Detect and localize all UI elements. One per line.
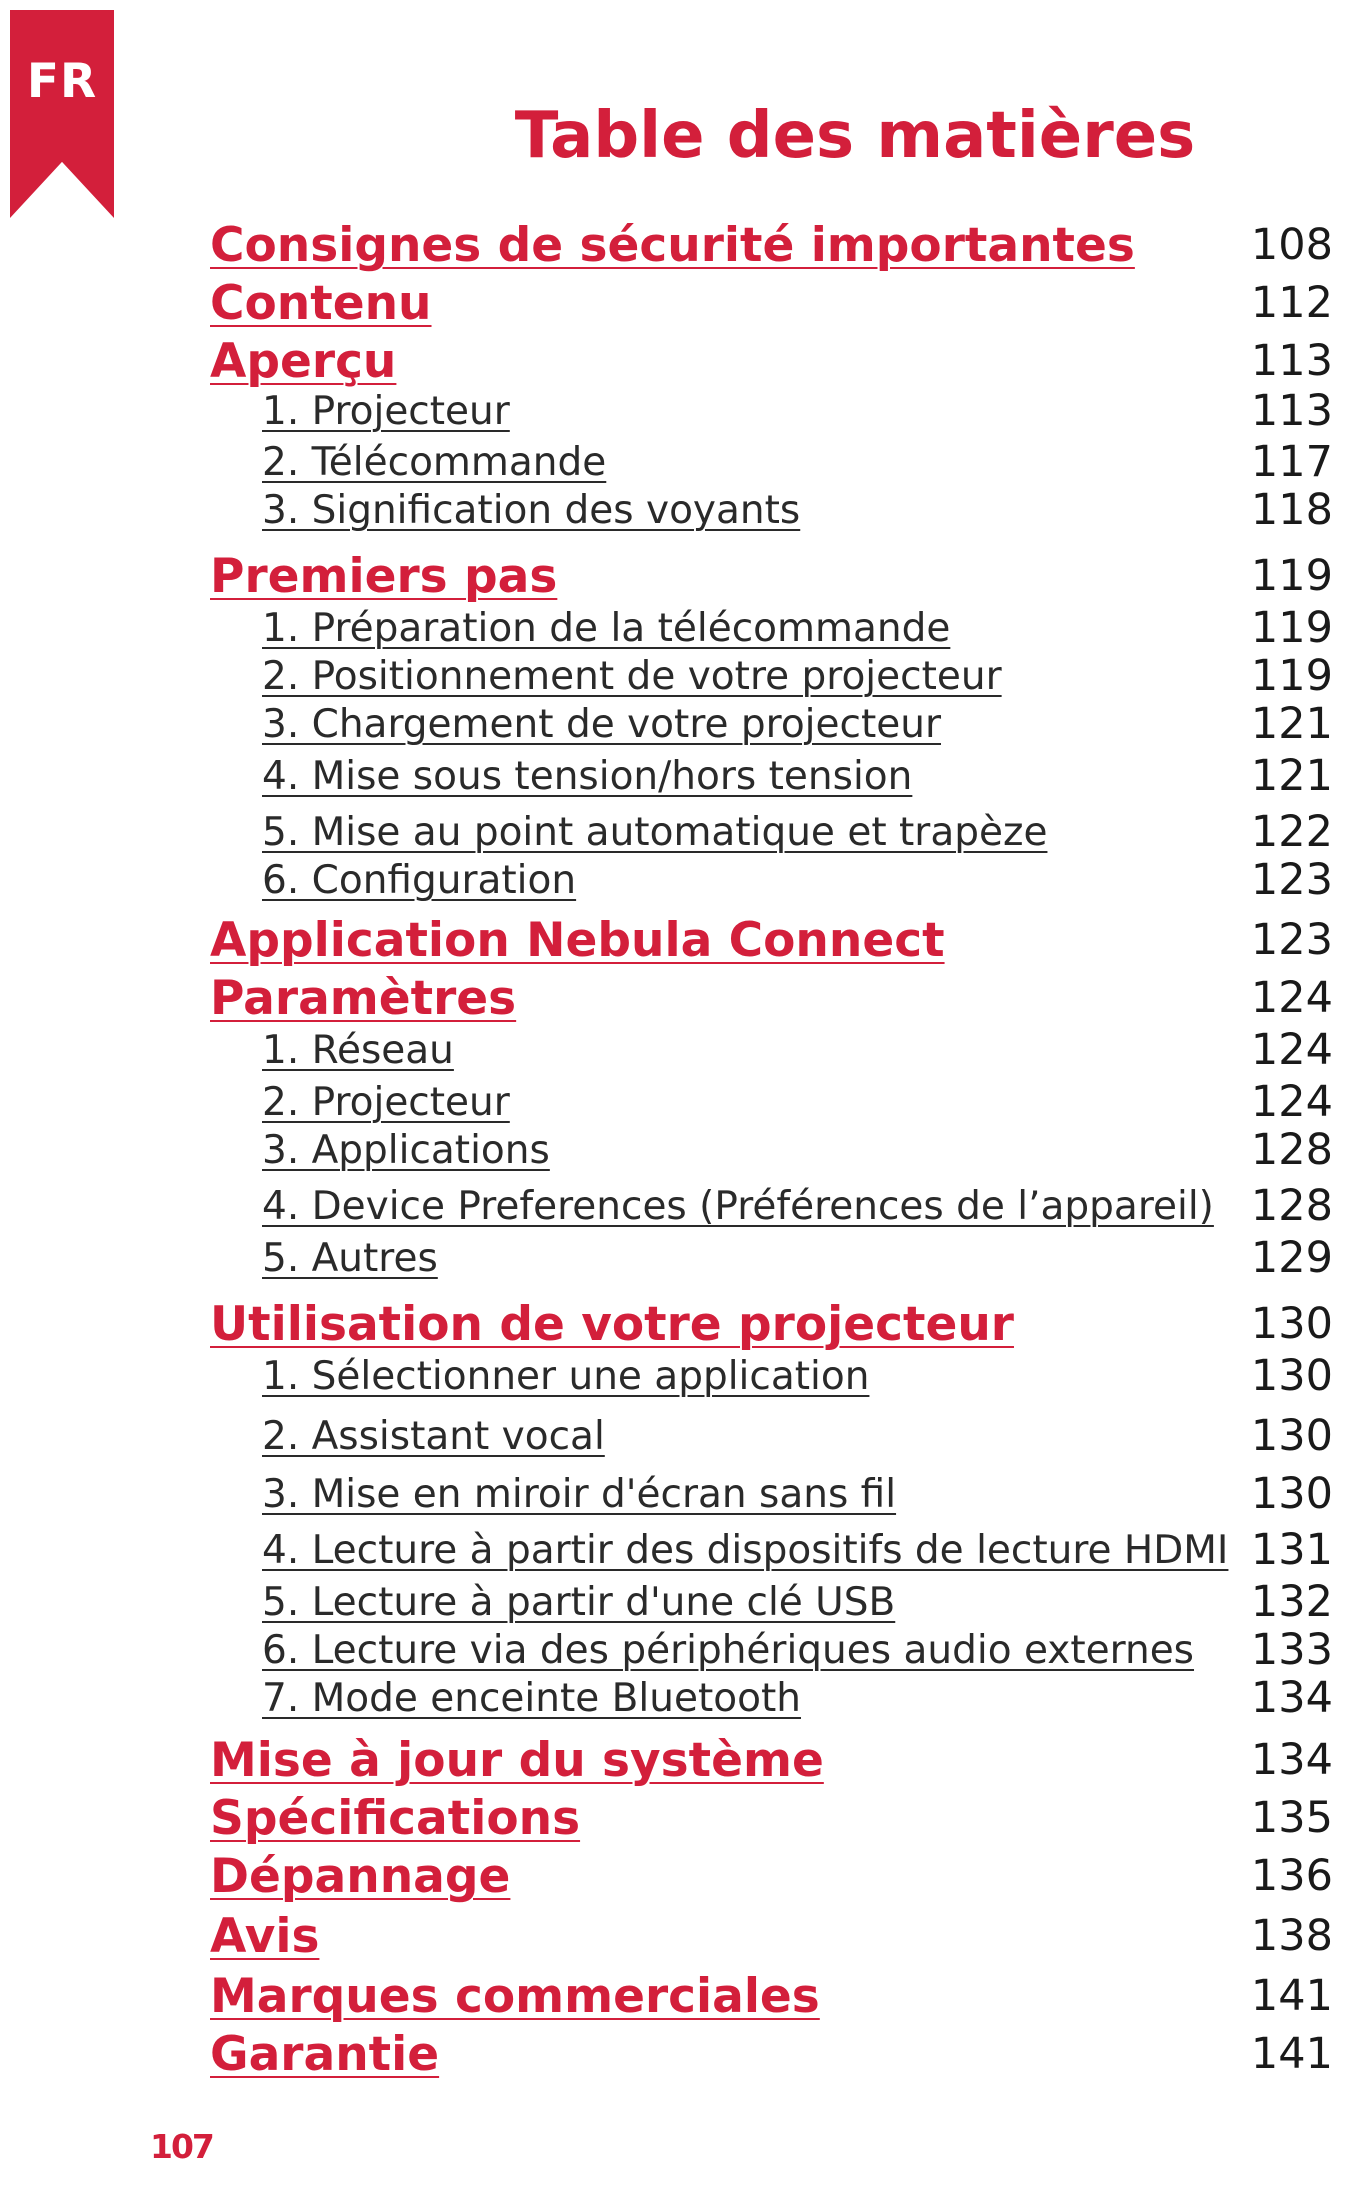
toc-subsection-entry[interactable] (0, 751, 1351, 811)
toc-entry-page-number: 129 (1250, 1233, 1333, 1283)
toc-subsection-entry[interactable] (0, 1351, 1351, 1411)
language-ribbon (10, 10, 114, 218)
toc-section-entry[interactable] (0, 1909, 1351, 1967)
toc-entry-page-number: 119 (1250, 603, 1333, 653)
toc-entry-page-number: 128 (1250, 1181, 1333, 1231)
toc-subsection-entry[interactable] (0, 386, 1351, 446)
toc-entry-label[interactable]: 3. Signification des voyants (262, 488, 801, 533)
toc-entry-label[interactable]: Premiers pas (210, 549, 558, 604)
toc-subsection-entry[interactable] (0, 1125, 1351, 1185)
toc-section-entry[interactable] (0, 1969, 1351, 2027)
toc-entry-page-number: 130 (1250, 1351, 1333, 1401)
toc-entry-label[interactable]: 2. Projecteur (262, 1080, 510, 1125)
toc-entry-label[interactable]: Dépannage (210, 1849, 511, 1904)
toc-section-entry[interactable] (0, 276, 1351, 334)
toc-section-entry[interactable] (0, 1733, 1351, 1791)
toc-section-entry[interactable] (0, 334, 1351, 392)
toc-entry-label[interactable]: Paramètres (210, 971, 517, 1026)
toc-entry-page-number: 121 (1250, 699, 1333, 749)
toc-entry-page-number: 122 (1250, 807, 1333, 857)
toc-entry-page-number: 134 (1250, 1735, 1333, 1785)
toc-entry-label[interactable]: 6. Configuration (262, 858, 577, 903)
toc-entry-page-number: 113 (1250, 336, 1333, 386)
toc-subsection-entry[interactable] (0, 1525, 1351, 1585)
toc-entry-label[interactable]: Utilisation de votre projecteur (210, 1297, 1014, 1352)
toc-subsection-entry[interactable] (0, 855, 1351, 915)
toc-entry-page-number: 131 (1250, 1525, 1333, 1575)
toc-entry-page-number: 108 (1250, 220, 1333, 270)
toc-entry-label[interactable]: 3. Mise en miroir d'écran sans fil (262, 1472, 897, 1517)
toc-entry-label[interactable]: Contenu (210, 276, 432, 331)
toc-entry-label[interactable]: Marques commerciales (210, 1969, 820, 2024)
page-title: Table des matières (514, 99, 1196, 173)
toc-entry-label[interactable]: Application Nebula Connect (210, 913, 945, 968)
toc-entry-label[interactable]: 5. Mise au point automatique et trapèze (262, 810, 1048, 855)
toc-entry-label[interactable]: 4. Device Preferences (Préférences de l’appareil) (262, 1184, 1214, 1229)
toc-entry-page-number: 124 (1250, 973, 1333, 1023)
toc-subsection-entry[interactable] (0, 1077, 1351, 1137)
toc-section-entry[interactable] (0, 1297, 1351, 1355)
toc-entry-page-number: 119 (1250, 551, 1333, 601)
toc-subsection-entry[interactable] (0, 699, 1351, 759)
toc-entry-page-number: 128 (1250, 1125, 1333, 1175)
toc-entry-page-number: 134 (1250, 1673, 1333, 1723)
toc-entry-label[interactable]: Consignes de sécurité importantes (210, 218, 1135, 273)
toc-entry-label[interactable]: 3. Chargement de votre projecteur (262, 702, 941, 747)
toc-entry-label[interactable]: 5. Lecture à partir d'une clé USB (262, 1580, 896, 1625)
toc-section-entry[interactable] (0, 549, 1351, 607)
toc-entry-label[interactable]: 4. Mise sous tension/hors tension (262, 754, 913, 799)
toc-entry-label[interactable]: 1. Préparation de la télécommande (262, 606, 951, 651)
toc-entry-label[interactable]: 2. Télécommande (262, 440, 607, 485)
toc-subsection-entry[interactable] (0, 1469, 1351, 1529)
toc-entry-page-number: 123 (1250, 855, 1333, 905)
toc-subsection-entry[interactable] (0, 807, 1351, 867)
toc-entry-page-number: 124 (1250, 1025, 1333, 1075)
toc-entry-page-number: 132 (1250, 1577, 1333, 1627)
toc-entry-label[interactable]: Spécifications (210, 1791, 581, 1846)
toc-entry-page-number: 136 (1250, 1851, 1333, 1901)
toc-entry-page-number: 123 (1250, 915, 1333, 965)
toc-entry-page-number: 121 (1250, 751, 1333, 801)
toc-entry-label[interactable]: 5. Autres (262, 1236, 438, 1281)
toc-section-entry[interactable] (0, 2027, 1351, 2085)
toc-entry-label[interactable]: 6. Lecture via des périphériques audio externes (262, 1628, 1195, 1673)
toc-entry-label[interactable]: Aperçu (210, 334, 397, 389)
toc-subsection-entry[interactable] (0, 1673, 1351, 1733)
toc-subsection-entry[interactable] (0, 1233, 1351, 1293)
toc-subsection-entry[interactable] (0, 485, 1351, 545)
toc-section-entry[interactable] (0, 913, 1351, 971)
toc-subsection-entry[interactable] (0, 1181, 1351, 1241)
toc-entry-label[interactable]: 1. Sélectionner une application (262, 1354, 870, 1399)
toc-entry-page-number: 141 (1250, 1971, 1333, 2021)
toc-section-entry[interactable] (0, 218, 1351, 276)
toc-entry-label[interactable]: 3. Applications (262, 1128, 550, 1173)
toc-entry-label[interactable]: 7. Mode enceinte Bluetooth (262, 1676, 801, 1721)
toc-section-entry[interactable] (0, 1849, 1351, 1907)
toc-entry-label[interactable]: 2. Assistant vocal (262, 1414, 605, 1459)
toc-entry-label[interactable]: 1. Réseau (262, 1028, 454, 1073)
toc-entry-page-number: 135 (1250, 1793, 1333, 1843)
toc-entry-page-number: 118 (1250, 485, 1333, 535)
toc-section-entry[interactable] (0, 1791, 1351, 1849)
toc-subsection-entry[interactable] (0, 1411, 1351, 1471)
toc-entry-label[interactable]: Avis (210, 1909, 320, 1964)
toc-entry-page-number: 130 (1250, 1469, 1333, 1519)
language-tab-label: FR (26, 54, 98, 109)
toc-entry-page-number: 124 (1250, 1077, 1333, 1127)
toc-entry-label[interactable]: 1. Projecteur (262, 389, 510, 434)
page-number: 107 (150, 2127, 213, 2166)
toc-entry-page-number: 117 (1250, 437, 1333, 487)
toc-entry-page-number: 113 (1250, 386, 1333, 436)
toc-subsection-entry[interactable] (0, 1025, 1351, 1085)
toc-entry-page-number: 141 (1250, 2029, 1333, 2079)
toc-entry-page-number: 119 (1250, 651, 1333, 701)
toc-entry-label[interactable]: 2. Positionnement de votre projecteur (262, 654, 1002, 699)
toc-entry-label[interactable]: Garantie (210, 2027, 440, 2082)
toc-entry-page-number: 133 (1250, 1625, 1333, 1675)
toc-entry-page-number: 130 (1250, 1299, 1333, 1349)
toc-section-entry[interactable] (0, 971, 1351, 1029)
toc-entry-page-number: 112 (1250, 278, 1333, 328)
toc-entry-label[interactable]: 4. Lecture à partir des dispositifs de lecture HDMI (262, 1528, 1229, 1573)
toc-entry-page-number: 130 (1250, 1411, 1333, 1461)
toc-entry-page-number: 138 (1250, 1911, 1333, 1961)
toc-entry-label[interactable]: Mise à jour du système (210, 1733, 824, 1788)
